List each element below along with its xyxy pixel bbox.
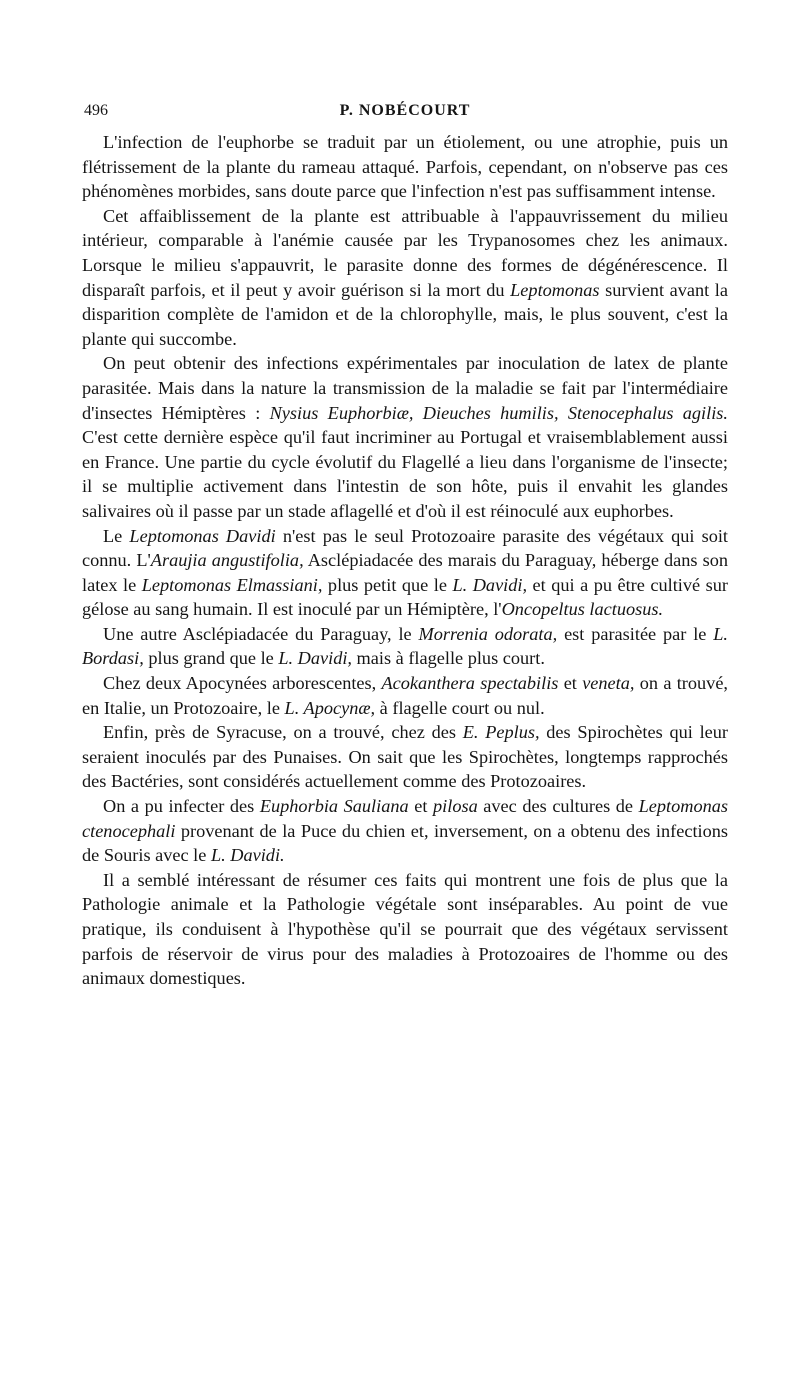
page-number: 496 [84,102,108,119]
italic-term: Araujia angustifolia, [150,550,304,571]
paragraph [82,794,728,868]
text-run: et [558,673,583,694]
text-run: Une autre Asclépiadacée du Paraguay, le [103,623,419,644]
italic-term: pilosa [433,796,478,817]
italic-term: L. Apocynæ, [284,697,376,718]
paragraph [82,622,728,671]
text-run: C'est cette dernière espèce qu'il faut incriminer au Portugal et vraisemblablement aussi en France. Une partie du cycle évolutif du Flagellé a lieu dans l'organisme de l'insecte; il se multiplie activement dans l'intestin de son hôte, puis il envahit les glandes salivaires où il passe par un stade aflagellé et d'où il est réinoculé aux euphorbes. [82,427,728,521]
text-run: et [408,796,434,817]
paragraph [82,130,728,204]
italic-term: Nysius Euphorbiæ, Dieuches humilis, Stenocephalus agilis. [269,402,728,423]
italic-term: Leptomonas Davidi [129,525,276,546]
italic-term: Leptomonas Elmassiani, [141,574,323,595]
text-run: On peut obtenir des infections expérimentales par inoculation de latex de plante parasitée. Mais dans la nature la transmission de la maladie se fait par l'intermédiaire d'insectes Hémiptères : [82,353,728,423]
paragraph [82,204,728,352]
book-page [82,96,728,991]
italic-term: E. Peplus, [462,722,540,743]
text-run: n'est pas le seul Protozoaire parasite des végétaux qui soit connu. L' [82,525,728,571]
paragraph [82,868,728,991]
italic-term: Oncopeltus lactuosus. [501,599,664,620]
italic-term: Euphorbia Sauliana [259,796,409,817]
running-head [82,96,728,130]
italic-term: L. Davidi, [452,574,528,595]
text-run: L'infection de l'euphorbe se traduit par un étiolement, ou une atrophie, puis un flétrissement de la plante du rameau attaqué. Parfois, cependant, on n'observe pas ces phénomènes morbides, sans doute parce que l'infection n'est pas suffisamment intense. [82,132,728,202]
text-run: Le [103,525,130,546]
text-run: plus grand que le [143,648,279,669]
text-run: Cet affaiblissement de la plante est attribuable à l'appauvrissement du milieu intérieur, comparable à l'anémie causée par les Trypanosomes chez les animaux. Lorsque le milieu s'appauvrit, le parasite donne des formes de dégénérescence. Il disparaît parfois, et il peut y avoir guérison si la mort du [82,205,728,300]
paragraph [82,524,728,622]
text-run: Enfin, près de Syracuse, on a trouvé, chez des [103,722,463,743]
paragraph [82,351,728,523]
italic-term: L. Davidi. [210,845,285,866]
italic-term: Acokanthera spectabilis [381,673,559,694]
italic-term: Leptomonas [510,279,600,300]
text-run: des Spirochètes qui leur seraient inoculés par des Punaises. On sait que les Spirochètes, longtemps rapprochés des Bactéries, sont considérés actuellement comme des Protozoaires. [82,722,728,792]
italic-term: L. Bordasi, [82,623,729,669]
text-run: est parasitée par le [557,623,714,644]
italic-term: L. Davidi, [278,648,352,669]
text-run: Il a semblé intéressant de résumer ces faits qui montrent une fois de plus que la Pathologie animale et la Pathologie végétale sont inséparables. Au point de vue pratique, ils conduisent à l'hypothèse qu'il se pourrait que des végétaux servissent parfois de réservoir de virus pour des maladies à Protozoaires de l'homme ou des animaux domestiques. [82,869,728,989]
paragraph [82,720,728,794]
body-text [82,130,728,991]
text-run: On a pu infecter des [103,796,260,817]
text-run: avec des cultures de [477,796,639,817]
text-run: Asclépiadacée des marais du Paraguay, héberge dans son latex le [82,550,728,595]
paragraph [82,671,728,720]
text-run: provenant de la Puce du chien et, inversement, on a obtenu des infections de Souris avec le [82,820,728,866]
italic-term: Leptomonas ctenocephali [82,796,729,841]
text-run: plus petit que le [322,574,453,595]
italic-term: veneta, [582,673,635,694]
text-run: à flagelle court ou nul. [375,697,545,718]
text-run: on a trouvé, en Italie, un Protozoaire, le [82,673,728,718]
text-run: Chez deux Apocynées arborescentes, [103,673,382,694]
text-run: survient avant la disparition complète de l'amidon et de la chlorophylle, mais, le plus souvent, c'est la plante qui succombe. [82,279,729,349]
italic-term: Morrenia odorata, [418,623,558,644]
text-run: et qui a pu être cultivé sur gélose au sang humain. Il est inoculé par un Hémiptère, l' [82,574,728,620]
running-title: P. NOBÉCOURT [339,102,471,119]
text-run: mais à flagelle plus court. [351,648,545,669]
